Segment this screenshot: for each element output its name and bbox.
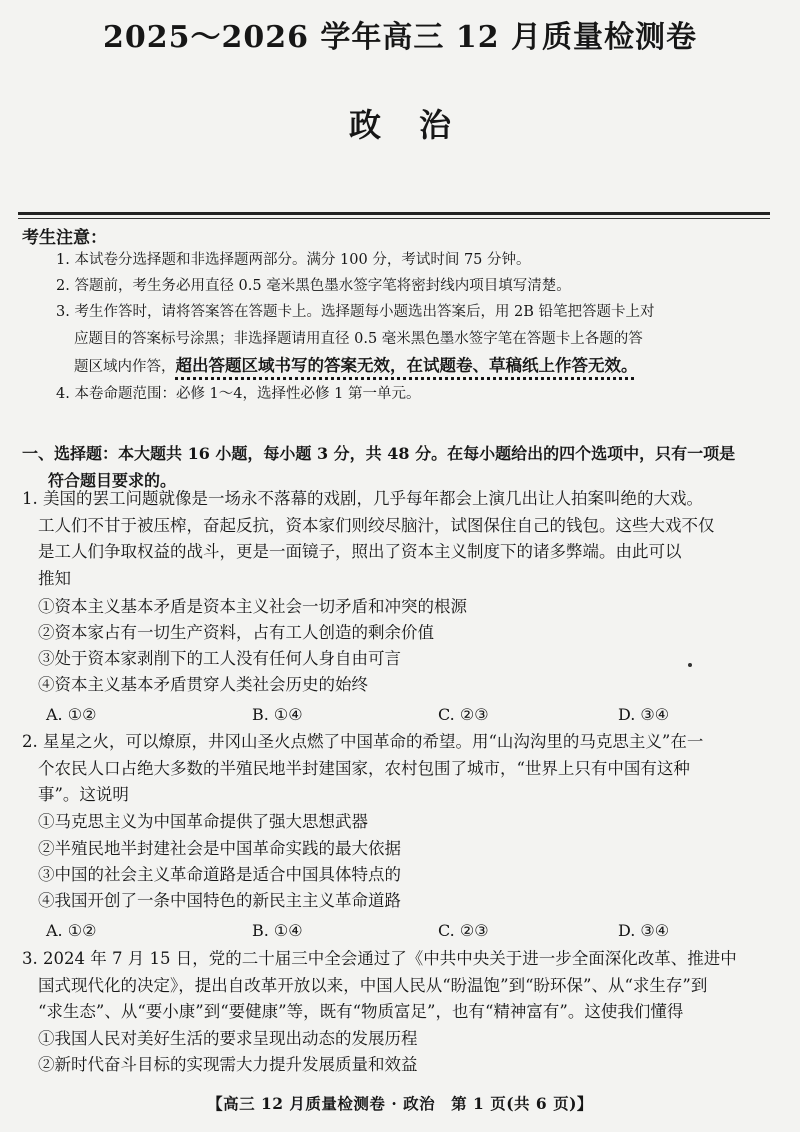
question-1-statement-4: ④资本主义基本矛盾贯穿人类社会历史的始终 <box>38 675 368 694</box>
notice-emphasis-invalid-answers: 超出答题区域书写的答案无效，在试题卷、草稿纸上作答无效。 <box>175 356 638 375</box>
header-divider-thick <box>18 212 770 215</box>
question-1-stem <box>22 486 782 592</box>
notice-item-2: 2. 答题前，考生务必用直径 0.5 毫米黑色墨水签字笔将密封线内项目填写清楚。 <box>56 278 571 294</box>
question-2-line-2: 个农民人口占绝大多数的半殖民地半封建国家，农村包围了城市，“世界上只有中国有这种 <box>38 758 690 778</box>
question-2-line-3: 事”。这说明 <box>38 785 129 805</box>
question-1-line-4: 推知 <box>38 568 71 588</box>
question-3-line-2: 国式现代化的决定》，提出自改革开放以来，中国人民从“盼温饱”到“盼环保”、从“求生存”到 <box>38 975 708 995</box>
page-footer: 【高三 12 月质量检测卷 · 政治 第 1 页(共 6 页)】 <box>207 1094 593 1113</box>
question-2-option-b[interactable]: B. ①④ <box>252 921 303 940</box>
notice-item-3-line-3-text: 题区域内作答， <box>74 359 176 375</box>
question-2-line-1: 2. 星星之火，可以燎原，井冈山圣火点燃了中国革命的希望。用“山沟沟里的马克思主义”在一 <box>22 732 704 751</box>
notice-item-3-line-1: 3. 考生作答时，请将答案答在答题卡上。选择题每小题选出答案后，用 2B 铅笔把答题卡上对 <box>56 304 655 320</box>
notice-item-3-line-3 <box>56 356 776 377</box>
question-2-statement-1: ①马克思主义为中国革命提供了强大思想武器 <box>38 812 368 831</box>
scan-speck <box>688 663 692 667</box>
question-3-statement-1: ①我国人民对美好生活的要求呈现出动态的发展历程 <box>38 1029 418 1048</box>
question-2-option-d[interactable]: D. ③④ <box>618 921 670 940</box>
question-1-option-a[interactable]: A. ①② <box>46 705 97 724</box>
question-1-line-2: 工人们不甘于被压榨，奋起反抗，资本家们则绞尽脑汁，试图保住自己的钱包。这些大戏不仅 <box>38 515 715 535</box>
question-2-options <box>46 918 746 944</box>
notice-item-1: 1. 本试卷分选择题和非选择题两部分。满分 100 分，考试时间 75 分钟。 <box>56 252 531 268</box>
question-1-statement-3: ③处于资本家剥削下的工人没有任何人身自由可言 <box>38 649 401 668</box>
question-1-line-3: 是工人们争取权益的战斗，更是一面镜子，照出了资本主义制度下的诸多弊端。由此可以 <box>38 542 682 562</box>
exam-title: 2025～2026 学年高三 12 月质量检测卷 <box>102 20 698 55</box>
section-heading-line-2: 符合题目要求的。 <box>48 471 177 490</box>
subject-title: 政治 <box>348 106 489 144</box>
question-1-options <box>46 702 746 728</box>
question-1-option-d[interactable]: D. ③④ <box>618 705 670 724</box>
question-1-line-1: 1. 美国的罢工问题就像是一场永不落幕的戏剧，几乎每年都会上演几出让人拍案叫绝的大戏。 <box>22 489 703 508</box>
question-2-stem <box>22 729 782 809</box>
notice-item-3-line-2: 应题目的答案标号涂黑；非选择题请用直径 0.5 毫米黑色墨水签字笔在答题卡上各题的答 <box>74 331 643 347</box>
question-2-statement-4: ④我国开创了一条中国特色的新民主主义革命道路 <box>38 891 401 910</box>
question-2-statement-2: ②半殖民地半封建社会是中国革命实践的最大依据 <box>38 839 401 858</box>
notice-item-3 <box>56 302 776 377</box>
question-1-statement-1: ①资本主义基本矛盾是资本主义社会一切矛盾和冲突的根源 <box>38 597 467 616</box>
question-3-stem <box>22 946 782 1026</box>
question-3-line-3: “求生态”、从“要小康”到“要健康”等，既有“物质富足”，也有“精神富有”。这使我们懂得 <box>38 1002 684 1022</box>
question-1-option-b[interactable]: B. ①④ <box>252 705 303 724</box>
question-2-option-c[interactable]: C. ②③ <box>438 921 489 940</box>
notice-heading: 考生注意： <box>22 228 107 248</box>
header-divider-thin <box>18 218 770 219</box>
section-heading-line-1: 一、选择题：本大题共 16 小题，每小题 3 分，共 48 分。在每小题给出的四个选项中，只有一项是 <box>22 444 736 463</box>
question-2-statement-3: ③中国的社会主义革命道路是适合中国具体特点的 <box>38 865 401 884</box>
question-1-statement-2: ②资本家占有一切生产资料，占有工人创造的剩余价值 <box>38 623 434 642</box>
notice-item-4: 4. 本卷命题范围：必修 1～4，选择性必修 1 第一单元。 <box>56 386 421 402</box>
question-3-statement-2: ②新时代奋斗目标的实现需大力提升发展质量和效益 <box>38 1055 418 1074</box>
question-2-option-a[interactable]: A. ①② <box>46 921 97 940</box>
question-1-option-c[interactable]: C. ②③ <box>438 705 489 724</box>
question-3-line-1: 3. 2024 年 7 月 15 日，党的二十届三中全会通过了《中共中央关于进一步全面深化改革、推进中 <box>22 949 737 968</box>
